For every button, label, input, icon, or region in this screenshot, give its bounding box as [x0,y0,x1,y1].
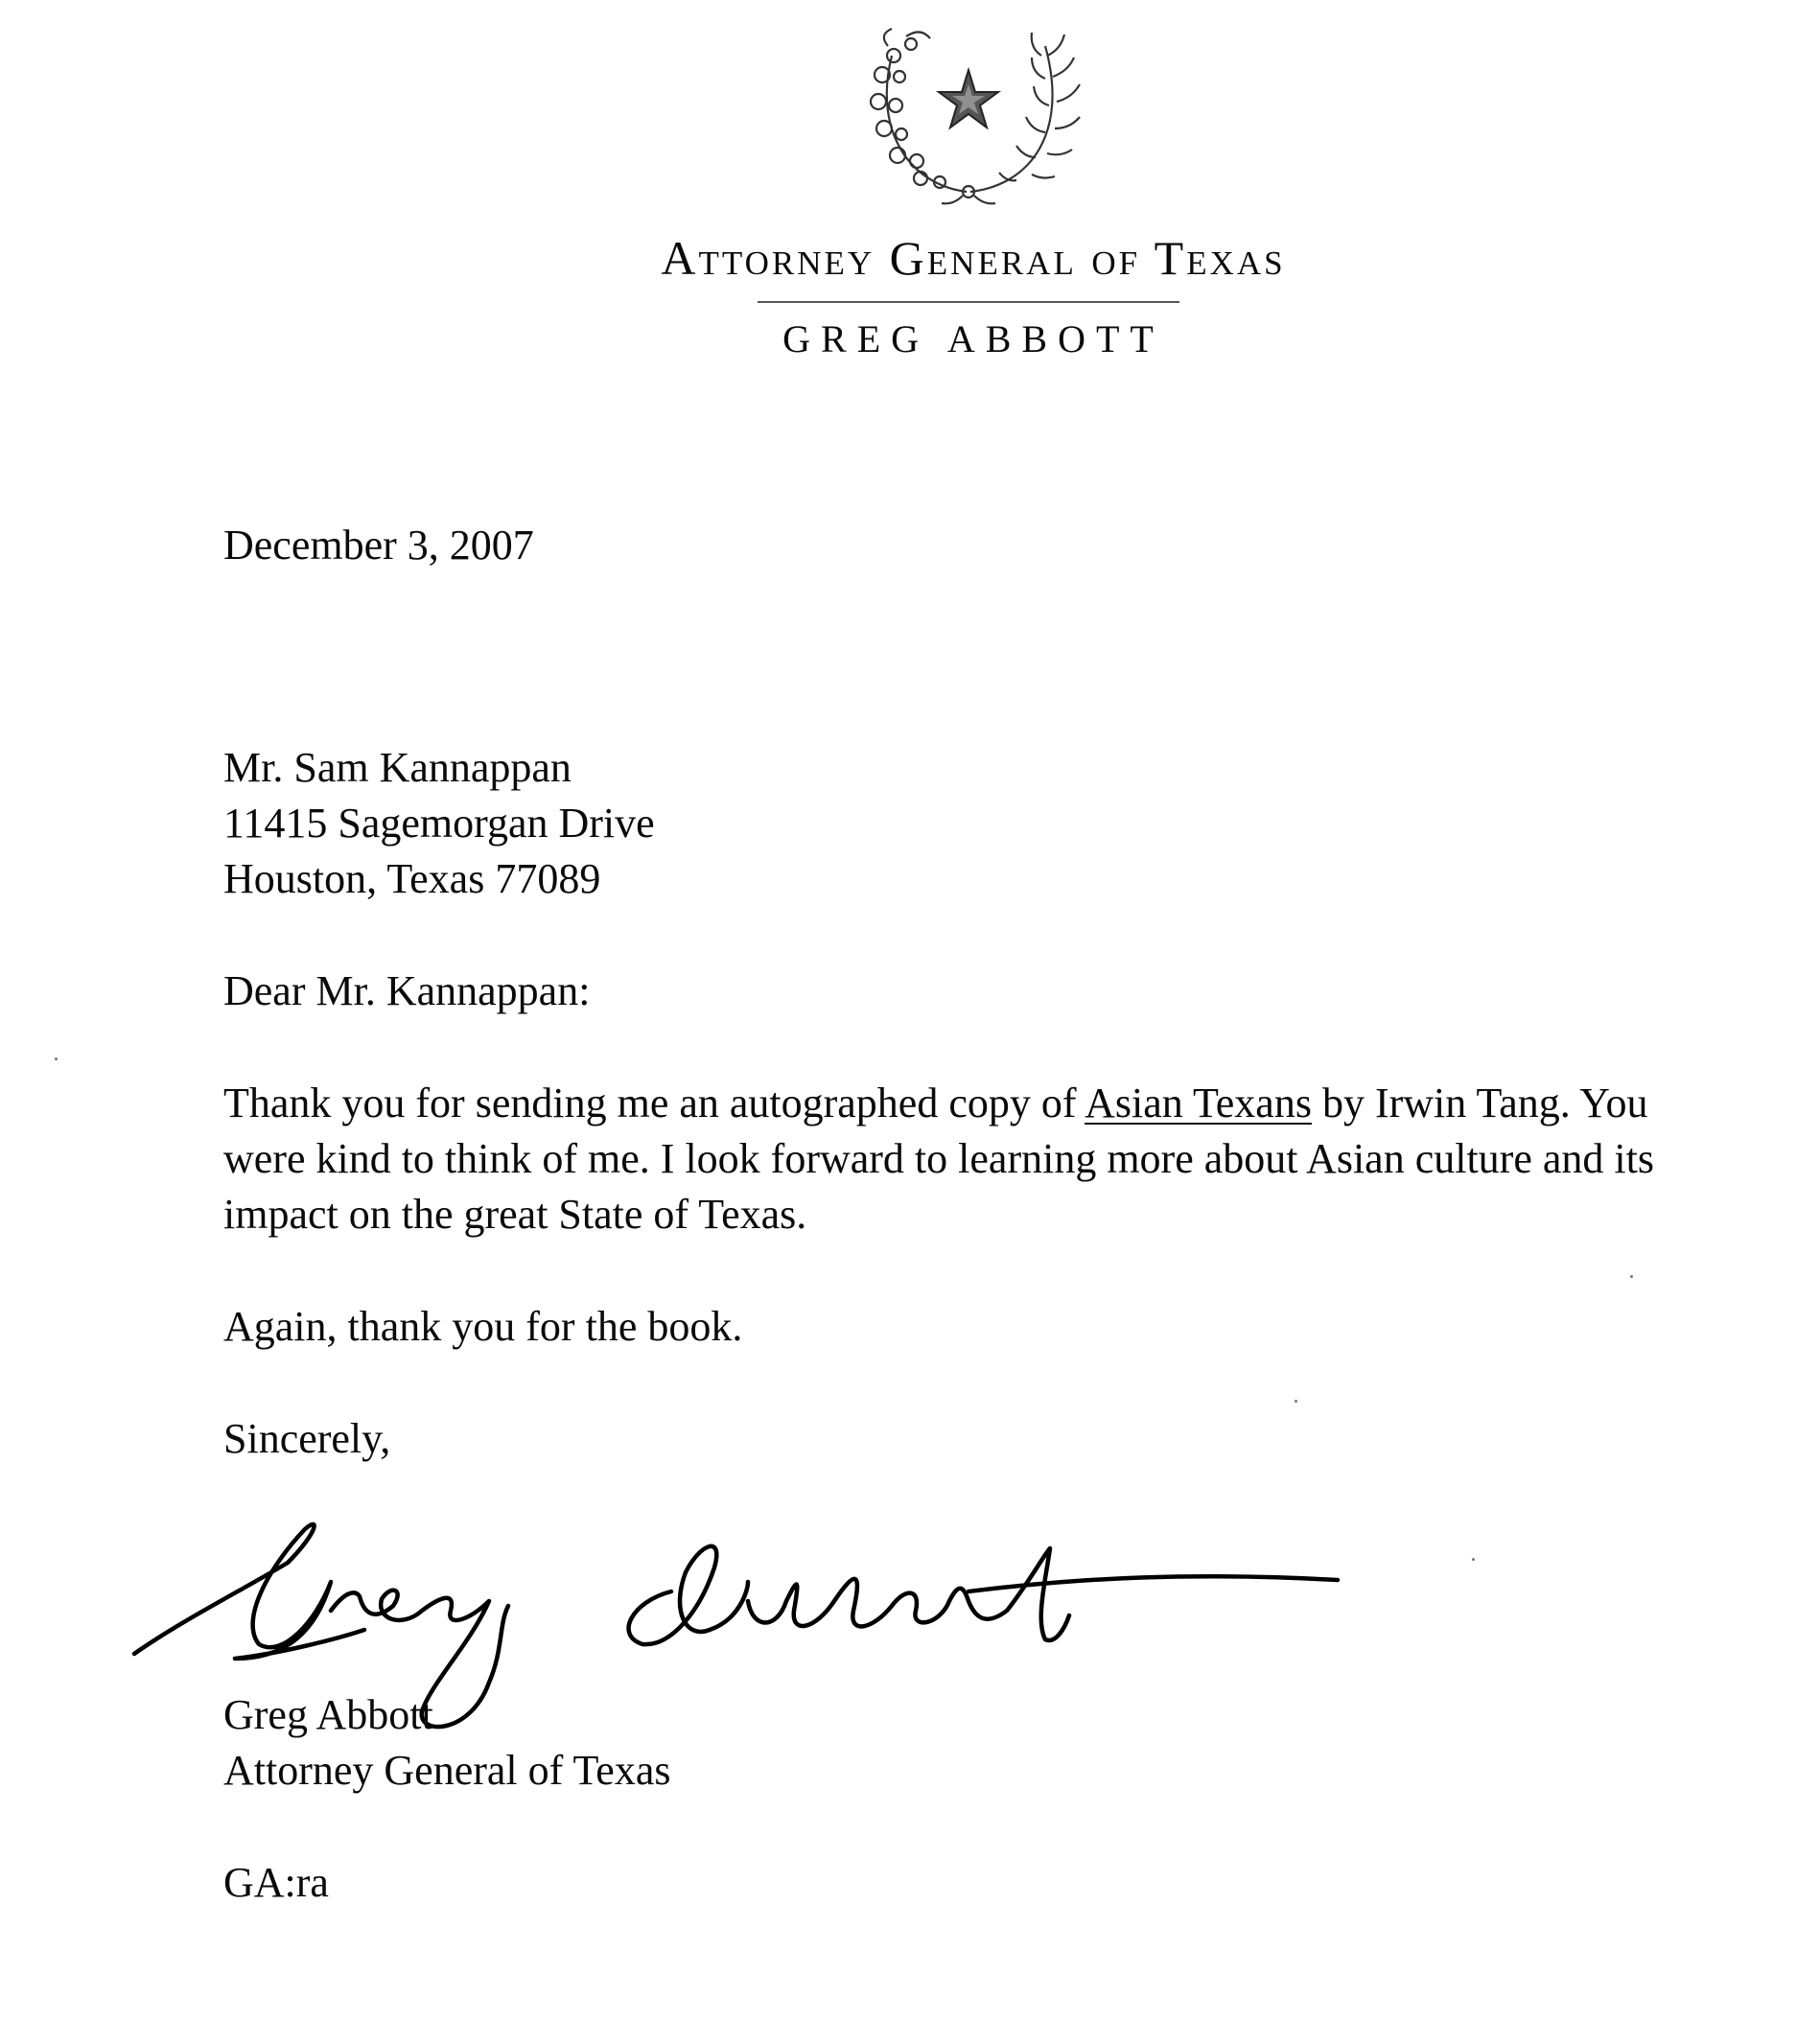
signatory-block [223,1687,671,1799]
agency-name: Attorney General of Texas [661,231,1286,285]
letterhead-divider [758,301,1179,303]
state-seal-icon [853,17,1084,209]
scan-speck [1630,1275,1633,1278]
closing: Sincerely, [223,1415,391,1462]
recipient-address [223,740,655,907]
recipient-city-state-zip: Houston, Texas 77089 [223,855,601,902]
scan-speck [1295,1400,1297,1403]
salutation: Dear Mr. Kannappan: [223,967,591,1014]
signatory-name: Greg Abbott [223,1691,433,1738]
attorney-general-name: GREG ABBOTT [782,317,1164,360]
signatory-title: Attorney General of Texas [223,1747,671,1794]
paragraph-1-before-title: Thank you for sending me an autographed copy of [223,1080,1085,1127]
reference-initials: GA:ra [223,1859,329,1906]
paragraph-1-after-title: by Irwin Tang. You were kind to think of me. I look forward to learning more about Asian culture and its impact on the great State of Texas. [223,1080,1654,1238]
scan-speck [1472,1558,1475,1561]
body-paragraph-1 [223,1076,1719,1243]
scan-speck [55,1057,58,1060]
recipient-street: 11415 Sagemorgan Drive [223,800,655,847]
letter-date: December 3, 2007 [223,522,534,569]
recipient-name: Mr. Sam Kannappan [223,744,572,791]
body-paragraph-2: Again, thank you for the book. [223,1303,743,1350]
book-title: Asian Texans [1085,1080,1312,1127]
